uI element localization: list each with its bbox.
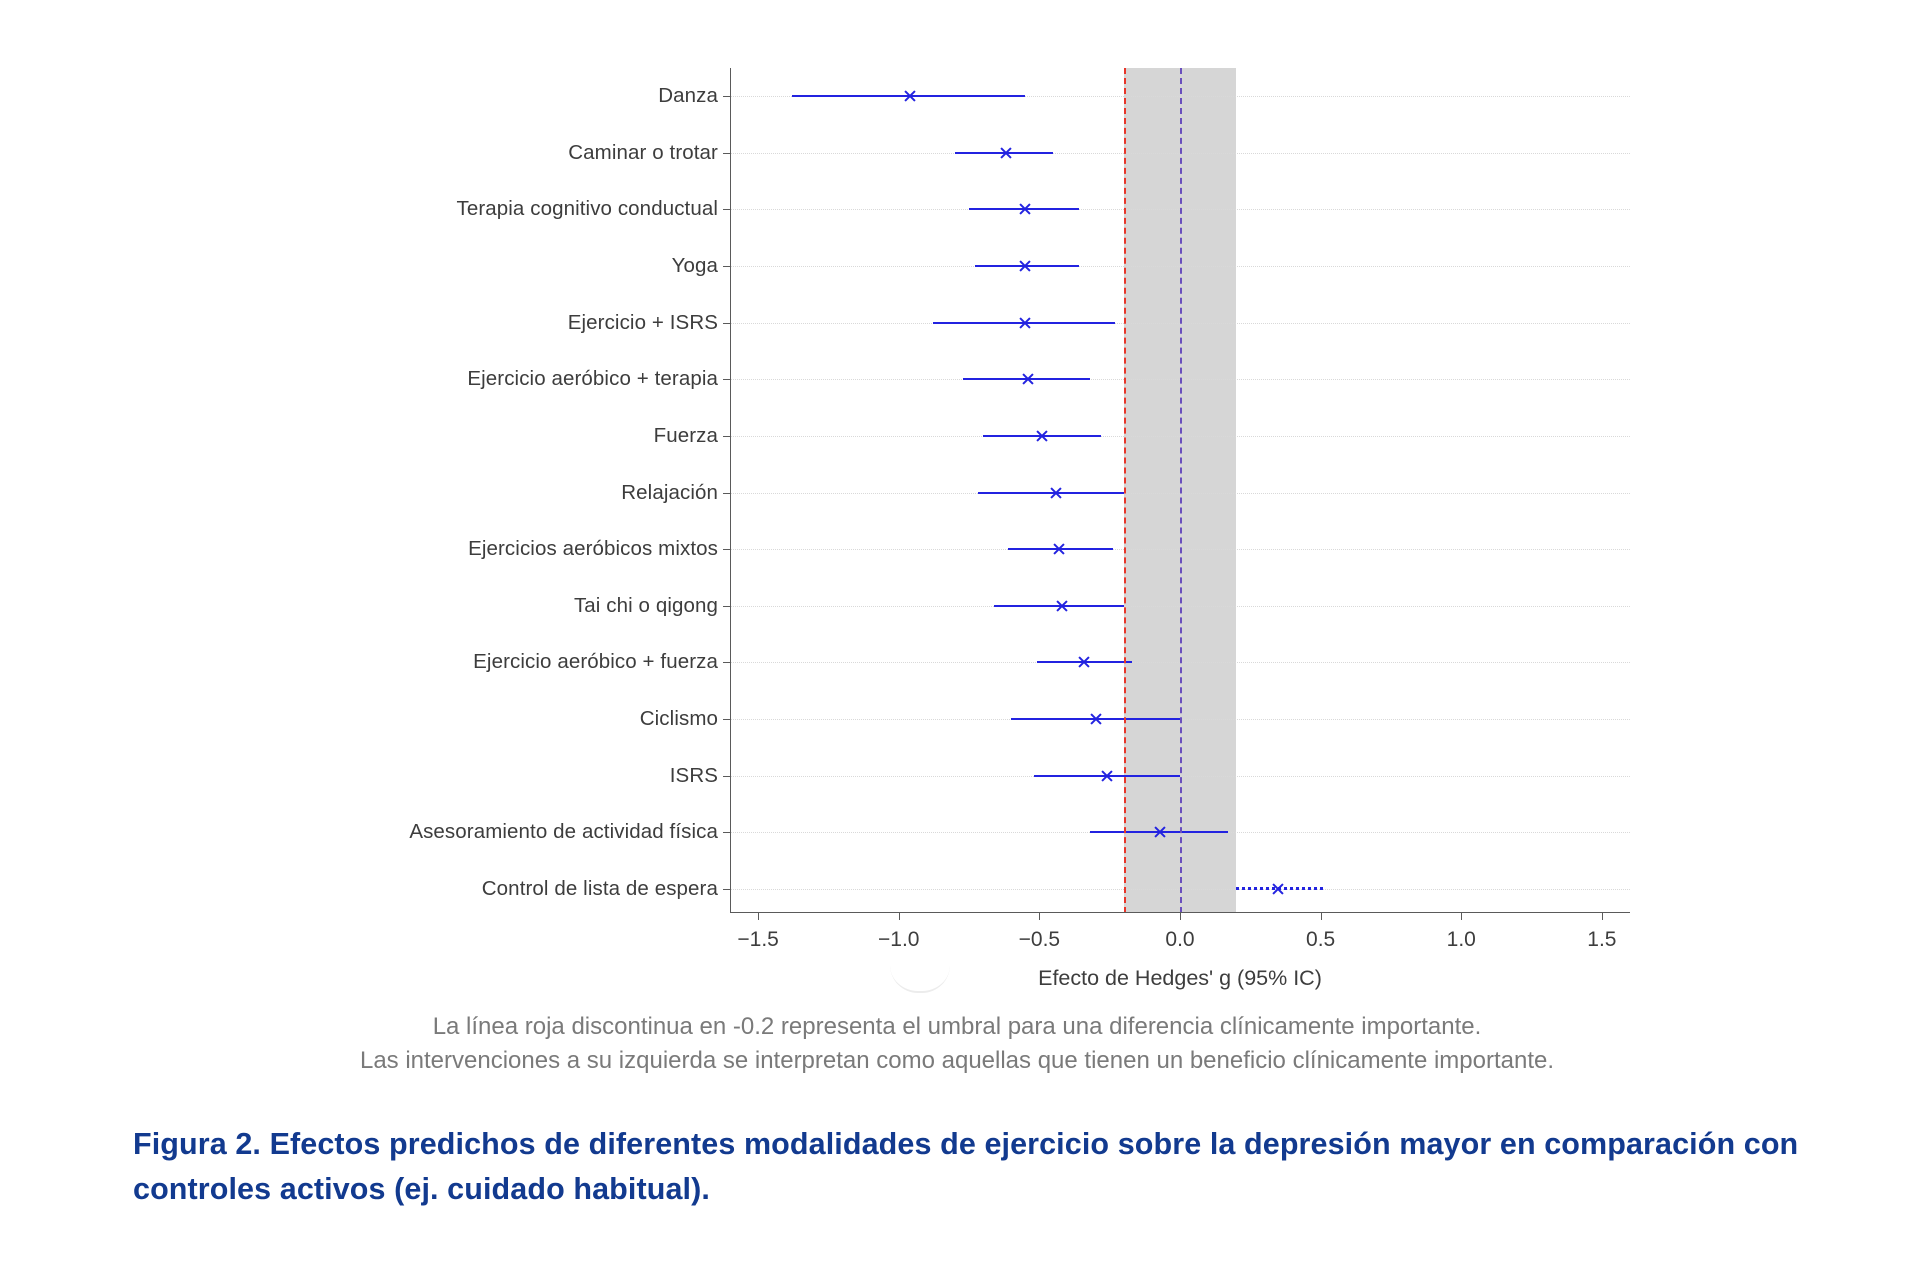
x-tick (758, 913, 759, 920)
effect-point-marker (999, 146, 1013, 160)
x-tick-label: 1.5 (1587, 928, 1617, 951)
figure-note-line-2: Las intervenciones a su izquierda se interpretan como aquellas que tienen un beneficio clínicamente importante. (359, 1047, 1555, 1075)
y-tick (723, 266, 730, 267)
row-label: Relajación (621, 480, 718, 504)
y-axis (730, 68, 731, 913)
row-label: Ejercicios aeróbicos mixtos (468, 537, 718, 561)
figure-title: Figura 2. Efectos predichos de diferentes modalidades de ejercicio sobre la depresión mayor en comparación con controles activos (ej. cuidado habitual). (133, 1127, 1799, 1206)
effect-point-marker (1055, 599, 1069, 613)
effect-point-marker (1153, 825, 1167, 839)
row-label: Caminar o trotar (568, 140, 718, 164)
x-tick-label: 1.0 (1446, 928, 1476, 951)
row-label: Terapia cognitivo conductual (456, 197, 718, 221)
row-label: Fuerza (653, 423, 718, 447)
x-tick-label: −1.5 (737, 928, 779, 951)
effect-point-marker (1077, 655, 1091, 669)
x-tick (1039, 913, 1040, 920)
x-tick-label: −0.5 (1018, 928, 1061, 951)
y-tick (723, 776, 730, 777)
y-tick (723, 153, 730, 154)
y-tick (723, 832, 730, 833)
plot-axes (409, 68, 1630, 990)
x-tick-label: 0.0 (1165, 928, 1195, 951)
row-label: Danza (658, 84, 718, 107)
effect-point-marker (1100, 769, 1114, 783)
y-tick (723, 719, 730, 720)
x-tick (899, 913, 900, 920)
null-effect-line (1180, 68, 1182, 913)
forest-plot (409, 68, 1630, 990)
row-label: Ejercicio + ISRS (567, 310, 718, 334)
effect-point-marker (1089, 712, 1103, 726)
y-tick (723, 96, 730, 97)
x-tick (1461, 913, 1462, 920)
effect-point-marker (1271, 882, 1285, 896)
effect-point-marker (1035, 429, 1049, 443)
effect-point-marker (1049, 486, 1063, 500)
threshold-line (1124, 68, 1126, 913)
row-label: Ejercicio aeróbico + terapia (467, 367, 718, 391)
row-label: Yoga (671, 253, 718, 277)
y-tick (723, 436, 730, 437)
x-axis-label: Efecto de Hedges' g (95% IC) (1038, 966, 1322, 990)
effect-point-marker (1018, 259, 1032, 273)
row-label: Ciclismo (639, 707, 718, 731)
effect-point-marker (1021, 372, 1035, 386)
row-label: Control de lista de espera (481, 877, 718, 900)
row-label: Tai chi o qigong (573, 593, 718, 617)
x-tick (1602, 913, 1603, 920)
figure-note (0, 1010, 1914, 1078)
row-label: Ejercicio aeróbico + fuerza (473, 650, 718, 674)
effect-point-marker (1052, 542, 1066, 556)
x-tick (1321, 913, 1322, 920)
effect-point-marker (903, 89, 917, 103)
y-tick (723, 379, 730, 380)
x-tick-label: −1.0 (878, 928, 920, 951)
row-label: ISRS (669, 763, 718, 787)
y-tick (723, 662, 730, 663)
figure-note-line-1: La línea roja discontinua en -0.2 representa el umbral para una diferencia clínicamente importante. (432, 1013, 1482, 1040)
effect-point-marker (1018, 202, 1032, 216)
x-tick (1180, 913, 1181, 920)
effect-point-marker (1018, 316, 1032, 330)
x-tick-label: 0.5 (1306, 928, 1336, 951)
y-tick (723, 606, 730, 607)
y-tick (723, 493, 730, 494)
y-tick (723, 209, 730, 210)
y-tick (723, 889, 730, 890)
y-tick (723, 323, 730, 324)
y-tick (723, 549, 730, 550)
row-label: Asesoramiento de actividad física (409, 820, 718, 844)
